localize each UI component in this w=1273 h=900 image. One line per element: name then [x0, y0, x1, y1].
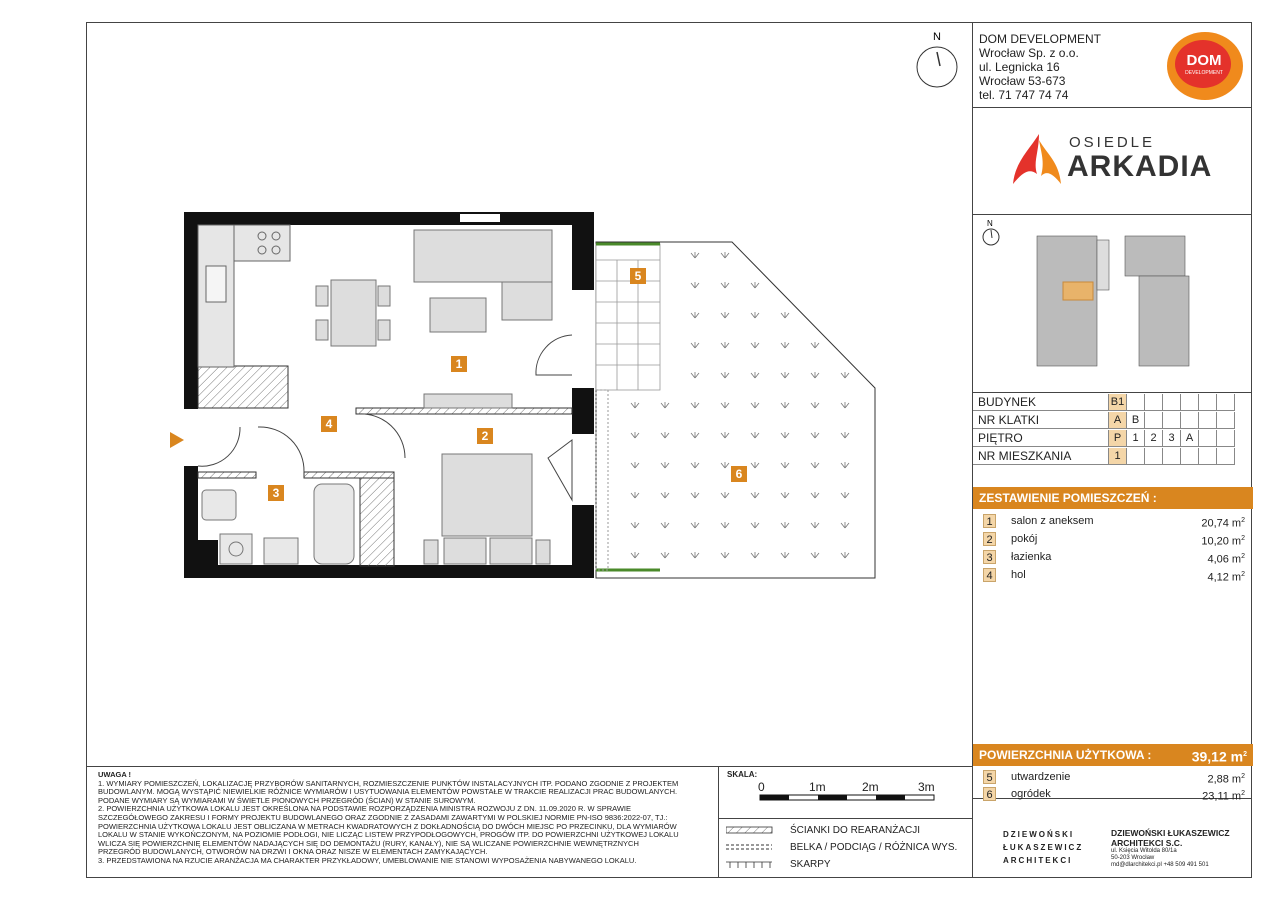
label-pietro: PIĘTRO: [973, 430, 1109, 447]
note-line: PRZEGRÓD BUDOWLANYCH, OTWORÓW NA DRZWI I OKNA ORAZ NISZE W ELEMENTACH ZAMYKAJĄCYCH.: [98, 847, 488, 857]
room-marker-3: 3: [268, 485, 284, 501]
note-line: WLICZA SIĘ POWIERZCHNIĘ ELEMENTÓW NADAJĄCYCH SIĘ DO DEMONTAŻU (RURY, KANAŁY), NIE SĄ WLICZANE POWIERZCHNIE WEWNĘTRZNYCH: [98, 838, 639, 848]
room-marker-4: 4: [321, 416, 337, 432]
room-marker-6: 6: [731, 466, 747, 482]
room-area: 20,74 $m^2$: [1201, 517, 1245, 530]
developer-company: Wrocław Sp. z o.o.: [979, 46, 1079, 60]
room-row: [983, 530, 1245, 548]
architect-addr2: 50-203 Wrocław: [1111, 855, 1155, 861]
room-marker-5: 5: [630, 268, 646, 284]
architect-info: [1111, 828, 1230, 869]
cell-klatka-0: A: [1109, 412, 1127, 429]
note-line: SZCZEGÓŁOWEGO ZAKRESU I FORMY PROJEKTU BUDOWLANEGO ORAZ ZGODNIE Z ZASADAMI ZAWARTYMI W POLSKIEJ NORMIE PN-ISO 9836:2022-07, TJ.:: [98, 812, 668, 822]
label-nr-mieszkania: NR MIESZKANIA: [973, 448, 1109, 465]
architect-name1: DZIEWOŃSKI ŁUKASZEWICZ: [1111, 828, 1230, 838]
notes-title: UWAGA !: [98, 770, 132, 779]
legend-label-2: SKARPY: [790, 859, 831, 870]
usable-area-value: 39,12 $m^2$: [1191, 748, 1247, 765]
room-number: 6: [983, 787, 996, 801]
room-row: [983, 768, 1245, 786]
usable-area-label: POWIERZCHNIA UŻYTKOWA :: [979, 748, 1152, 762]
developer-phone: tel. 71 747 74 74: [979, 88, 1069, 102]
developer-street: ul. Legnicka 16: [979, 60, 1060, 74]
note-line: LOKALU W STANIE WYKOŃCZONYM, NA POZIOMIE PODŁOGI, NIE LICZĄC LISTEW PRZYPODŁOGOWYCH, PROGÓW ITP. DO POWIERZCHNI UŻYTKOWEJ LOKALU: [98, 830, 679, 840]
room-name: salon z aneksem: [1011, 515, 1094, 527]
legend-label-0: ŚCIANKI DO REARANŻACJI: [790, 825, 921, 836]
cell-klatka-1: B: [1127, 412, 1145, 429]
site-plan: [979, 218, 1249, 388]
kitchen-counter: [198, 225, 290, 367]
room-name: pokój: [1011, 533, 1038, 545]
developer-info: [979, 32, 1101, 102]
room-number: 5: [983, 770, 996, 784]
scale-tick-1: 1m: [809, 780, 826, 794]
room-number: 1: [983, 514, 996, 528]
dom-logo-subtext: DEVELOPMENT: [1185, 70, 1223, 76]
room-row: [983, 785, 1245, 803]
developer-name: DOM DEVELOPMENT: [979, 32, 1102, 46]
notes-divider: [86, 766, 972, 767]
paving-area: [596, 244, 660, 390]
rooms-header: ZESTAWIENIE POMIESZCZEŃ :: [973, 487, 1253, 509]
dining-table: [316, 280, 390, 346]
room-name: łazienka: [1011, 551, 1052, 563]
architect-name2: ARCHITEKCI S.C.: [1111, 838, 1183, 848]
cell-pietro-1: 1: [1127, 430, 1145, 447]
compass-label: N: [933, 31, 941, 43]
scale-tick-2: 2m: [862, 780, 879, 794]
room-area: 4,06 $m^2$: [1207, 553, 1245, 566]
room-name: hol: [1011, 569, 1026, 581]
bed: [424, 454, 550, 564]
notes-vdivider: [718, 766, 719, 878]
room-name: utwardzenie: [1011, 771, 1071, 783]
info-table: [973, 394, 1253, 466]
note-line: POWIERZCHNIA UŻYTKOWA LOKALU JEST OBLICZANA W METRACH KWADRATOWYCH Z DOKŁADNOŚCIĄ DO DWÓCH MIEJSC PO PRZECINKU, DLA WYMIARÓW: [98, 821, 677, 831]
legend-label-1: BELKA / PODCIĄG / RÓŻNICA WYS.: [790, 842, 958, 853]
architect-logo: DZIEWOŃSKI ŁUKASZEWICZ ARCHITEKCI: [1003, 830, 1084, 865]
legend-icons: [726, 826, 776, 870]
room-row: [983, 548, 1245, 566]
cell-pietro-3: 3: [1163, 430, 1181, 447]
architect-addr1: ul. Księcia Witolda 80/1a: [1111, 848, 1177, 854]
site-compass-label: N: [987, 219, 993, 228]
dom-logo: [1165, 30, 1245, 100]
project-line2: ARKADIA: [1067, 150, 1213, 183]
hatched-wall-icon: [726, 827, 772, 833]
room-row: [983, 566, 1245, 584]
note-line: PODANE WYMIARY SĄ WYMIARAMI W ŚWIETLE PIONOWYCH PRZEGRÓD (ŚCIAN) W STANIE SUROWYM.: [98, 795, 476, 805]
room-marker-2: 2: [477, 428, 493, 444]
scale-bar: [758, 794, 938, 802]
note-line: BUDOWLANYM. MOGĄ WYSTĄPIĆ NIEWIELKIE RÓŻNICE WYMIARÓW I USYTUOWANIA ELEMENTÓW POWSTAŁE W TRAKCIE REALIZACJI PRAC BUDOWLANYCH.: [98, 787, 678, 797]
room-marker-1: 1: [451, 356, 467, 372]
project-line1: OSIEDLE: [1069, 134, 1156, 151]
usable-area-bar: [973, 744, 1253, 766]
compass-icon: [917, 47, 957, 87]
note-line: 3. PRZEDSTAWIONA NA RZUCIE ARANŻACJA MA CHARAKTER PRZYKŁADOWY, UMEBLOWANIE NIE STANOWI WYPOSAŻENIA NABYWANEGO LOKALU.: [98, 855, 637, 865]
cell-budynek-0: B1: [1109, 394, 1127, 411]
room-area: 10,20 $m^2$: [1201, 535, 1245, 548]
architect-contact: md@dlarchitekci.pl +48 509 491 501: [1111, 862, 1209, 868]
scale-tick-0: 0: [758, 780, 765, 794]
extra-rooms-list: [973, 768, 1253, 803]
scale-label: SKALA:: [727, 770, 758, 779]
title-block: [972, 22, 1252, 878]
cell-pietro-2: 2: [1145, 430, 1163, 447]
note-line: 2. POWIERZCHNIA UŻYTKOWA LOKALU JEST OKREŚLONA NA PODSTAWIE ROZPORZĄDZENIA MINISTRA ROZWOJU Z DN. 11.09.2020 R. W SPRAWIE: [98, 804, 632, 814]
rooms-list: [973, 512, 1253, 592]
room-name: ogródek: [1011, 788, 1051, 800]
room-number: 4: [983, 568, 996, 582]
notes-block: [98, 771, 710, 866]
tv-stand: [424, 394, 512, 408]
room-number: 3: [983, 550, 996, 564]
legend-divider: [718, 818, 972, 819]
cell-mieszkanie-0: 1: [1109, 448, 1127, 465]
cell-pietro-0: P: [1109, 430, 1127, 447]
dom-logo-text: DOM: [1186, 52, 1222, 69]
room-area: 4,12 $m^2$: [1207, 571, 1245, 584]
room-row: [983, 512, 1245, 530]
flame-icon: [1009, 132, 1065, 192]
scale-tick-3: 3m: [918, 780, 935, 794]
coffee-table: [430, 298, 486, 332]
note-line: 1. WYMIARY POMIESZCZEŃ, LOKALIZACJĘ PRZYBORÓW SANITARNYCH, ROZMIESZCZENIE PUNKTÓW INSTALACYJNYCH ITP. PODANO ZGODNIE Z PROJEKTEM: [98, 778, 679, 788]
label-nr-klatki: NR KLATKI: [973, 412, 1109, 429]
label-budynek: BUDYNEK: [973, 394, 1109, 411]
developer-city: Wrocław 53-673: [979, 74, 1066, 88]
entrance-arrow-icon: [170, 432, 184, 448]
room-number: 2: [983, 532, 996, 546]
room-area: 2,88 $m^2$: [1207, 773, 1245, 786]
cell-pietro-4: A: [1181, 430, 1199, 447]
slope-line-icon: [726, 862, 772, 868]
room-area: 23,11 $m^2$: [1202, 790, 1245, 803]
